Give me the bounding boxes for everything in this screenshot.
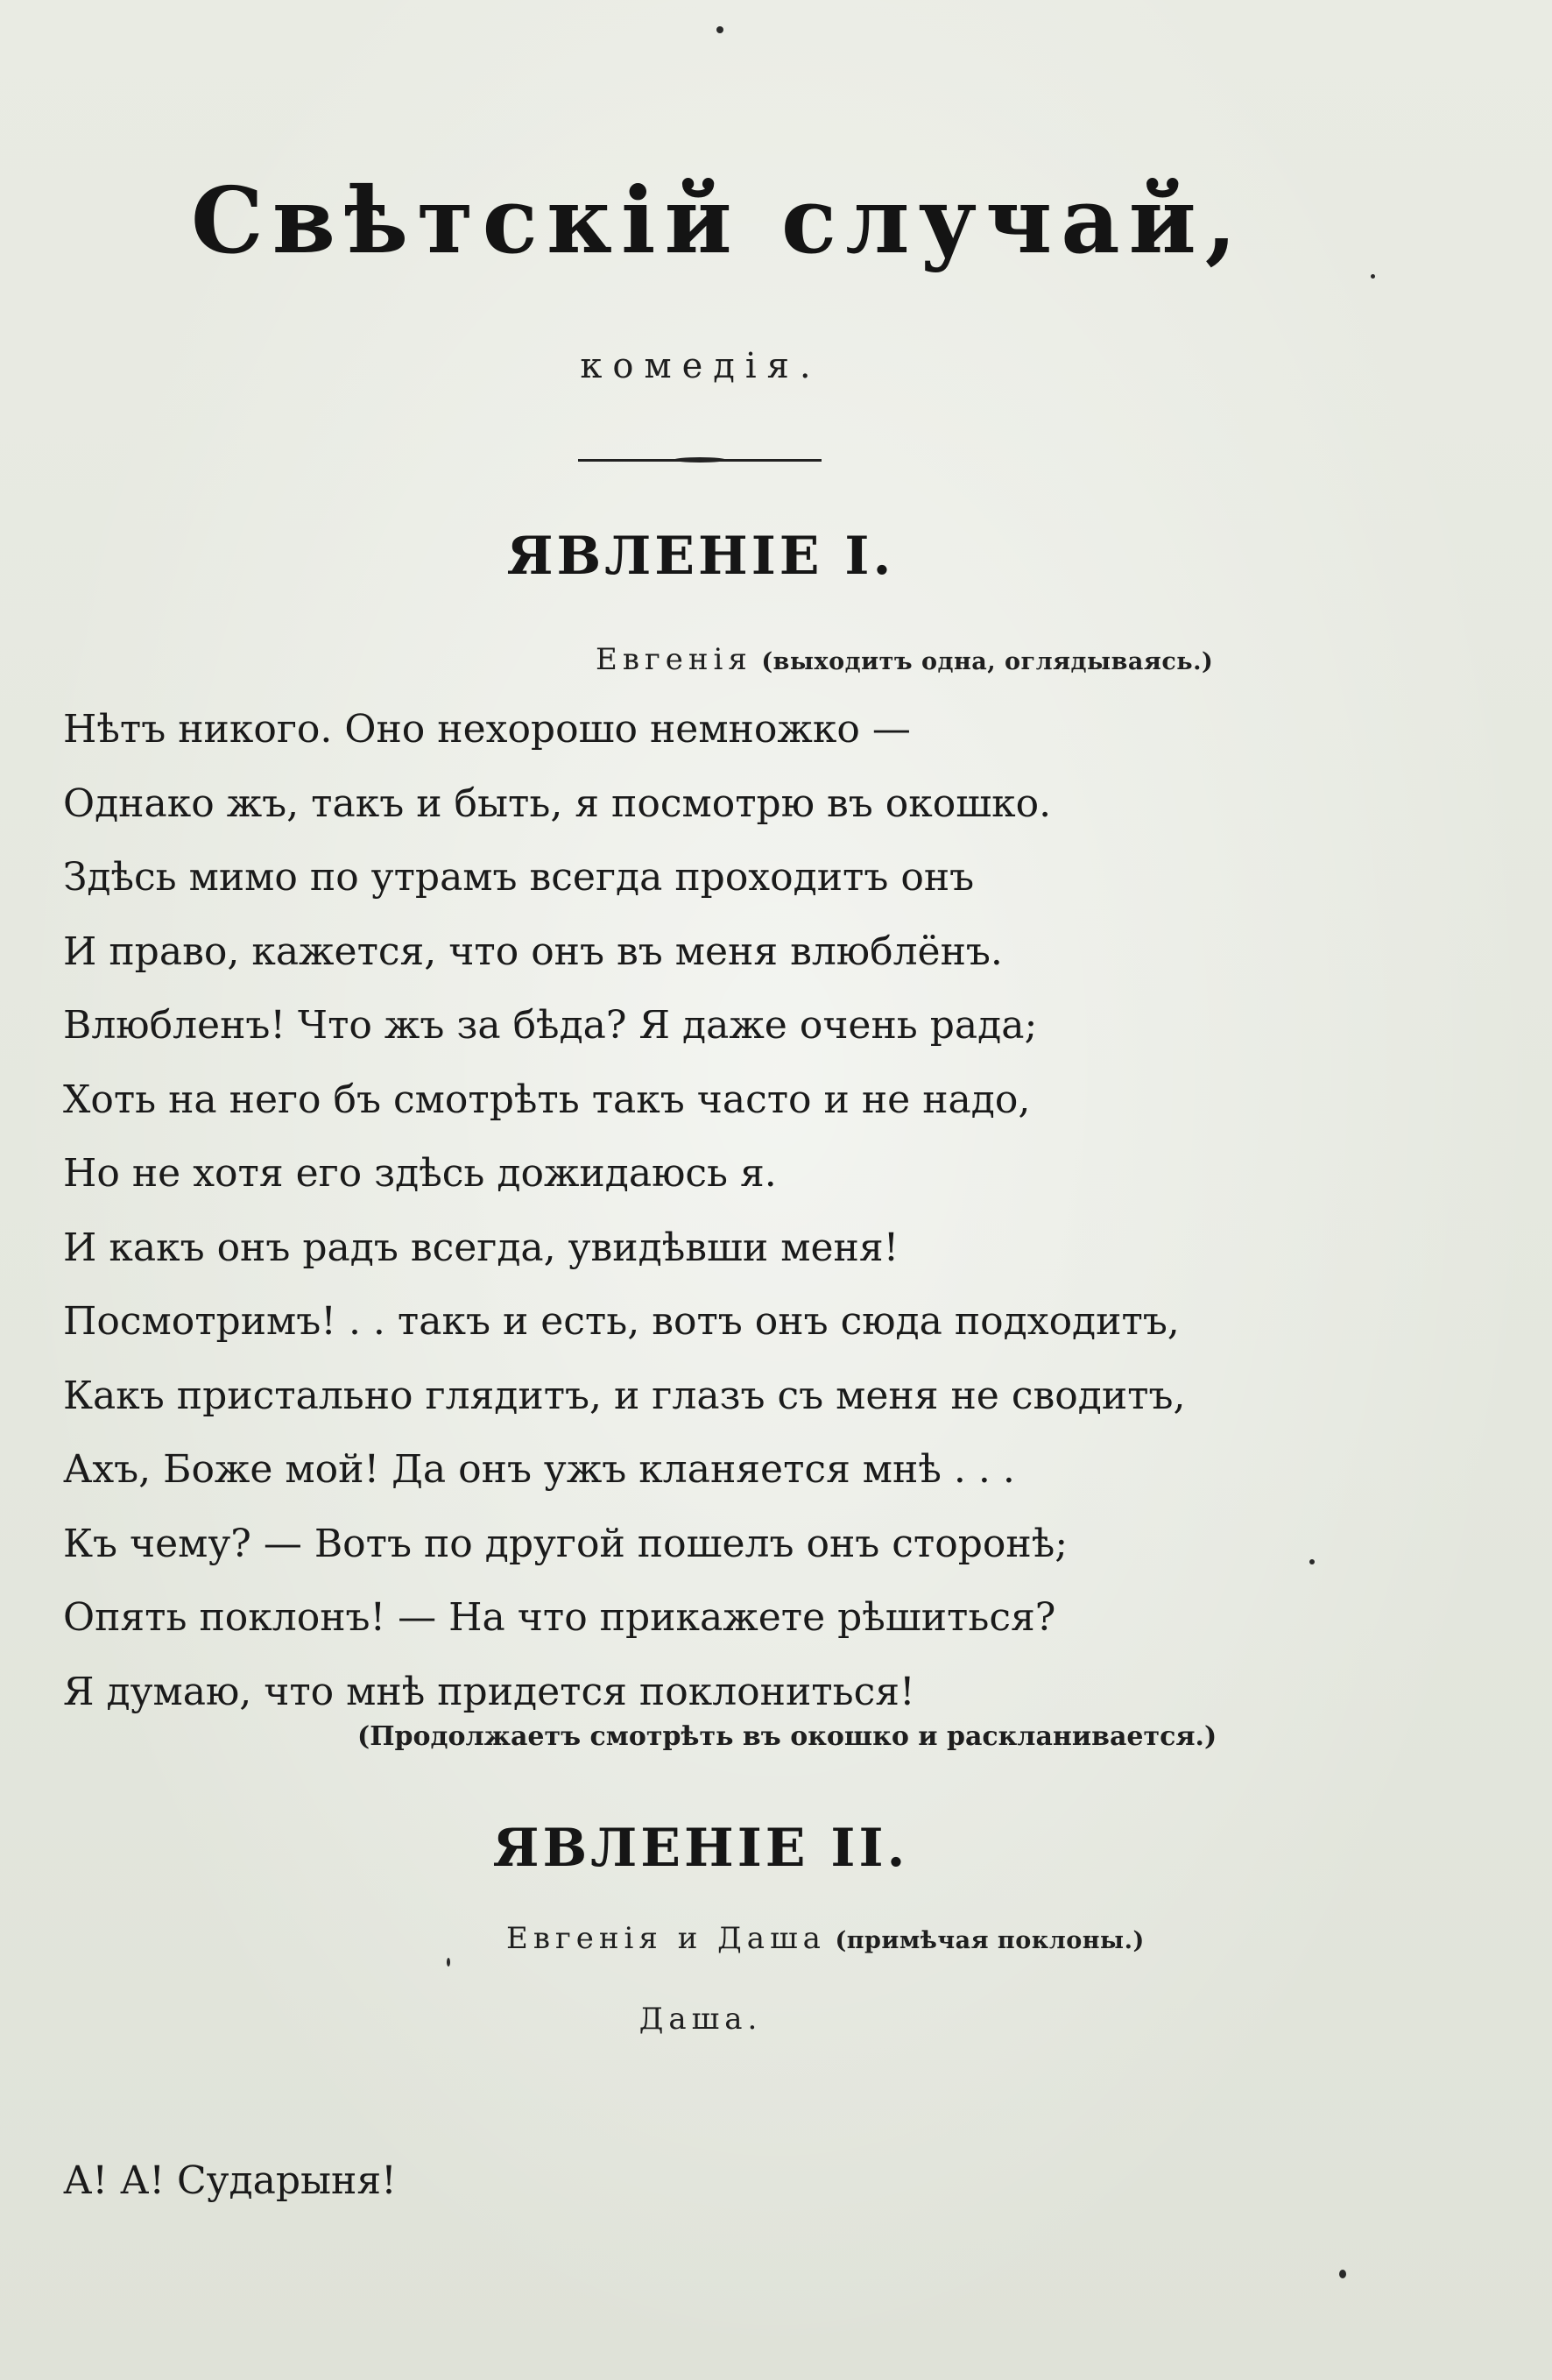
verse-line: Посмотримъ! . . такъ и есть, вотъ онъ сюда подходитъ, xyxy=(63,1299,1180,1344)
verse-line: И какъ онъ радъ всегда, увидѣвши меня! xyxy=(63,1225,899,1270)
verse-line: Нѣтъ никого. Оно нехорошо немножко — xyxy=(63,707,911,752)
speaker-name: Евгенія xyxy=(596,642,752,677)
print-speck xyxy=(1371,274,1375,279)
verse-line-dasha: А! А! Сударыня! xyxy=(63,2158,397,2203)
verse-line: Я думаю, что мнѣ придется поклониться! xyxy=(63,1669,915,1714)
verse-line: Влюбленъ! Что жъ за бѣда? Я даже очень рада; xyxy=(63,1003,1038,1048)
stage-direction: (примѣчая поклоны.) xyxy=(835,1927,1145,1954)
stage-direction: (выходитъ одна, оглядываясь.) xyxy=(761,648,1214,675)
stage-direction-closing: (Продолжаетъ смотрѣть въ окошко и раскланивается.) xyxy=(357,1721,1217,1752)
print-speck xyxy=(716,26,723,33)
speaker-name-dasha: Даша. xyxy=(638,2002,763,2037)
print-speck xyxy=(447,1958,450,1967)
ornamental-divider xyxy=(578,459,822,462)
verse-line: Хоть на него бъ смотрѣть такъ часто и не надо, xyxy=(63,1077,1031,1122)
print-speck xyxy=(1339,2270,1346,2278)
verse-block xyxy=(63,703,1333,1740)
verse-line: Однако жъ, такъ и быть, я посмотрю въ окошко. xyxy=(63,780,1052,826)
verse-line: Здѣсь мимо по утрамъ всегда проходитъ онъ xyxy=(63,855,975,900)
play-genre: комедія. xyxy=(580,346,822,386)
scene-2-heading: ЯВЛЕНІЕ II. xyxy=(492,1818,909,1879)
scene-1-heading: ЯВЛЕНІЕ I. xyxy=(506,526,895,587)
verse-line: Но не хотя его здѣсь дожидаюсь я. xyxy=(63,1151,777,1196)
verse-line: Къ чему? — Вотъ по другой пошелъ онъ сторонѣ; xyxy=(63,1521,1069,1566)
scene-1-speaker-line xyxy=(596,642,1213,677)
play-title: Свѣтскій случай, xyxy=(191,166,1245,274)
verse-line: Ахъ, Боже мой! Да онъ ужъ кланяется мнѣ . . . xyxy=(63,1447,1015,1492)
verse-line: Опять поклонъ! — На что прикажете рѣшиться? xyxy=(63,1595,1056,1640)
verse-line: Какъ пристально глядитъ, и глазъ съ меня не сводитъ, xyxy=(63,1373,1186,1418)
verse-line: И право, кажется, что онъ въ меня влюблёнъ. xyxy=(63,929,1003,974)
scene-2-speaker-line xyxy=(506,1921,1145,1956)
speaker-names: Евгенія и Даша xyxy=(506,1921,826,1956)
